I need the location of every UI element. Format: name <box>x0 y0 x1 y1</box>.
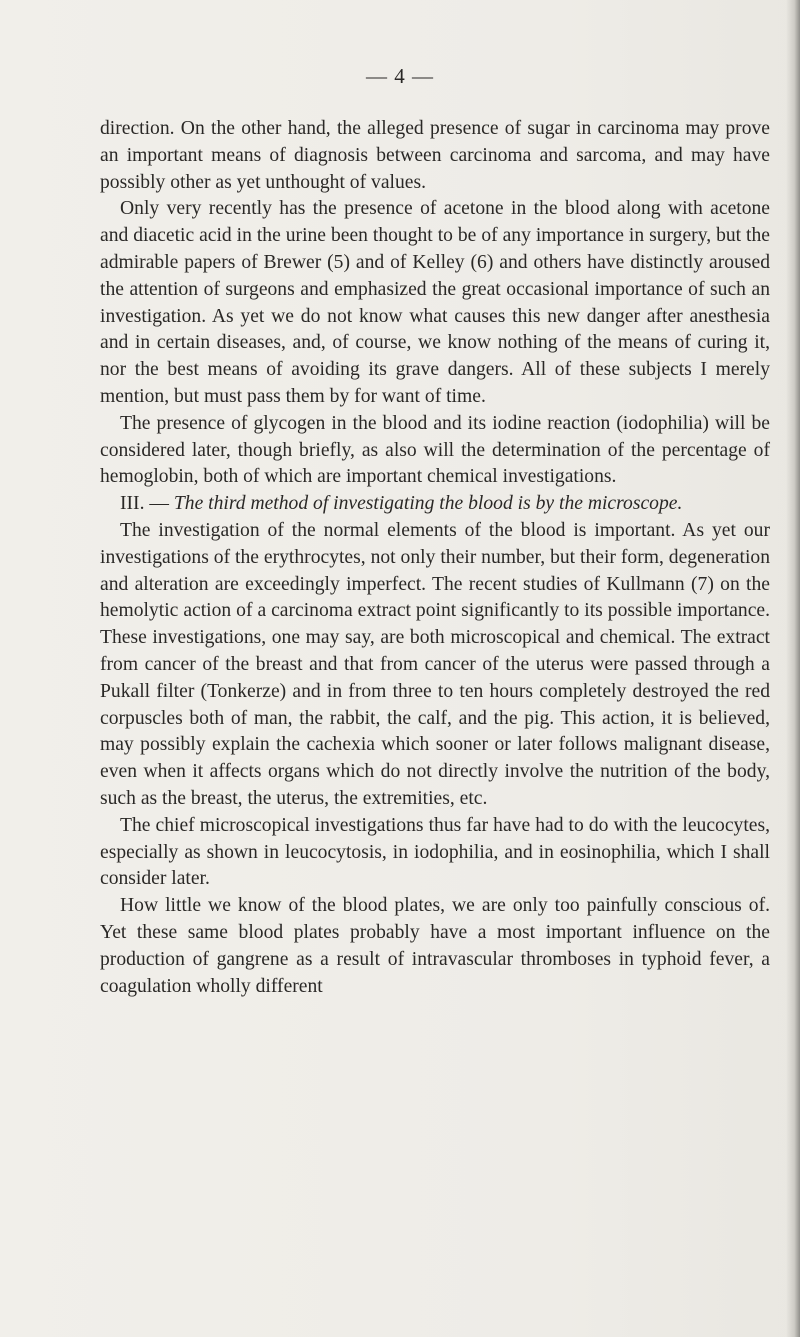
page-number: — 4 — <box>366 64 434 88</box>
paragraph-leucocytes: The chief microscopical investigations thus far have had to do with the leucocytes, especially as shown in leucocytosis, in iodophilia, and in eosinophilia, which I shall consider later. <box>100 814 770 890</box>
section-title: The third method of investigating the blood is by the microscope. <box>173 493 683 515</box>
section-heading <box>100 491 770 518</box>
paragraph-erythrocytes: The investigation of the normal elements of the blood is important. As yet our investigations of the erythrocytes, not only their number, but their form, degeneration and alteration are exceedingly imperfect. The recent studies of Kullmann (7) on the hemolytic action of a carcinoma extract point significantly to its possible importance. These investigations, one may say, are both microscopical and chemical. The extract from cancer of the breast and that from cancer of the uterus were passed through a Pukall filter (Tonkerze) and in from three to ten hours completely destroyed the red corpuscles both of man, the rabbit, the calf, and the pig. This action, it is believed, may possibly explain the cachexia which sooner or later follows malignant disease, even when it affects organs which do not directly involve the nutrition of the body, such as the breast, the uterus, the extremities, etc. <box>100 519 770 809</box>
body-text <box>100 116 770 1000</box>
paragraph-acetone: Only very recently has the presence of acetone in the blood along with acetone and diacetic acid in the urine been thought to be of any importance in surgery, but the admirable papers of Brewer (5) and of Kelley (6) and others have distinctly aroused the attention of surgeons and emphasized the great occasional importance of such an investigation. As yet we do not know what causes this new danger after anesthesia and in certain diseases, and, of course, we know nothing of the means of curing it, nor the best means of avoiding its grave dangers. All of these subjects I merely mention, but must pass them by for want of time. <box>100 198 770 407</box>
paragraph-continuation: direction. On the other hand, the alleged presence of sugar in carcinoma may prove an important means of diagnosis between carcinoma and sarcoma, and may have possibly other as yet unthought of values. <box>100 118 770 193</box>
paragraph-blood-plates: How little we know of the blood plates, we are only too painfully conscious of. Yet these same blood plates probably have a most important influence on the production of gangrene as a result of intravascular thromboses in typhoid fever, a coagulation wholly different <box>100 895 770 997</box>
paragraph-glycogen: The presence of glycogen in the blood and its iodine reaction (iodophilia) will be considered later, though briefly, as also will the determination of the percentage of hemoglobin, both of which are important chemical investigations. <box>100 412 770 488</box>
section-number: III. — <box>120 493 174 515</box>
page-edge-shadow <box>786 0 800 1337</box>
